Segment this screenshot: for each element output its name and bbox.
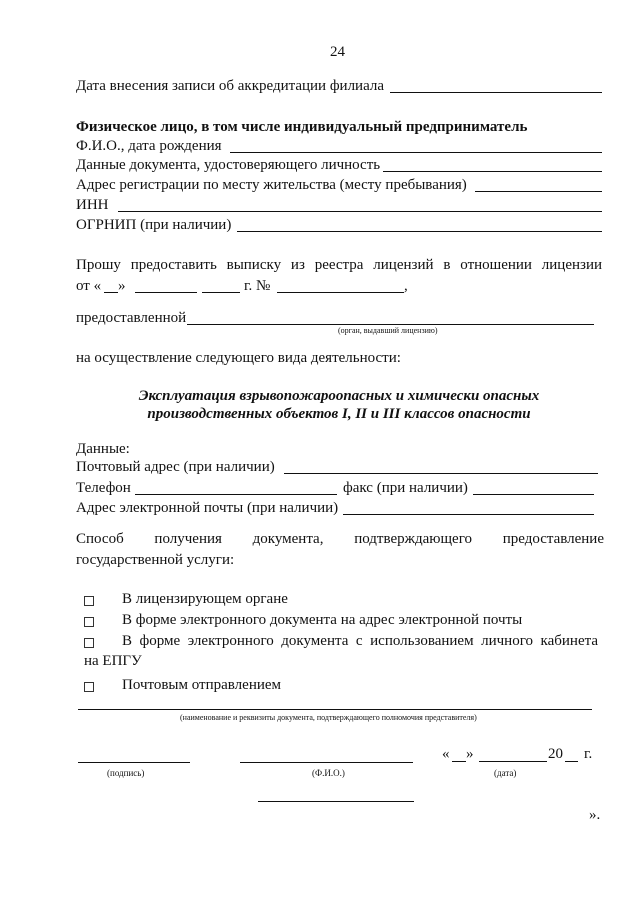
provided-caption: (орган, выдавший лицензию) — [338, 326, 438, 335]
license-comma: , — [404, 278, 408, 294]
email-label: Адрес электронной почты (при наличии) — [76, 500, 339, 516]
accreditation-date-line[interactable] — [390, 92, 602, 93]
phone-line[interactable] — [135, 494, 337, 495]
license-year-number-label: г. № — [244, 278, 271, 294]
signature-line[interactable] — [78, 762, 190, 763]
registration-address-label: Адрес регистрации по месту жительства (месту пребывания) — [76, 177, 467, 193]
ogrnip-line[interactable] — [237, 231, 602, 232]
closing-quote: ». — [589, 807, 601, 823]
data-label: Данные: — [76, 441, 130, 457]
option-label-cabinet-cont: на ЕПГУ — [84, 653, 142, 669]
ogrnip-label: ОГРНИП (при наличии) — [76, 217, 232, 233]
fio-birthdate-label: Ф.И.О., дата рождения — [76, 138, 222, 154]
receive-method-text: Способ получения документа, подтверждающего предоставление — [76, 531, 604, 547]
option-label-email: В форме электронного документа на адрес электронной почты — [122, 612, 523, 628]
license-from-label: от « — [76, 278, 102, 294]
option-label-post: Почтовым отправлением — [122, 677, 282, 693]
fio-birthdate-line[interactable] — [230, 152, 602, 153]
option-checkbox-post[interactable] — [84, 679, 94, 697]
signature-caption: (подпись) — [107, 768, 145, 778]
date-quote-close: » — [466, 746, 474, 762]
date-century: 20 — [548, 746, 563, 762]
inn-label: ИНН — [76, 197, 109, 213]
date-caption: (дата) — [494, 768, 517, 778]
license-number-line[interactable] — [277, 292, 404, 293]
activity-title-line-1: Эксплуатация взрывопожароопасных и химически опасных — [138, 388, 540, 404]
postal-address-label: Почтовый адрес (при наличии) — [76, 459, 275, 475]
receive-method-text-2: государственной услуги: — [76, 552, 235, 568]
postal-address-line[interactable] — [284, 473, 598, 474]
provided-line[interactable] — [187, 324, 594, 325]
registration-address-line[interactable] — [475, 191, 602, 192]
request-text: Прошу предоставить выписку из реестра лицензий в отношении лицензии — [76, 257, 602, 273]
fio-caption: (Ф.И.О.) — [312, 768, 345, 778]
date-year-suffix: г. — [584, 746, 593, 762]
date-month-line[interactable] — [479, 761, 547, 762]
license-year-line[interactable] — [202, 292, 240, 293]
bottom-line[interactable] — [258, 801, 414, 802]
inn-line[interactable] — [118, 211, 602, 212]
page-number: 24 — [330, 44, 345, 60]
activity-label: на осуществление следующего вида деятельности: — [76, 350, 401, 366]
date-year-line[interactable] — [565, 761, 578, 762]
representative-document-line[interactable] — [78, 709, 592, 710]
license-month-line[interactable] — [135, 292, 197, 293]
date-quote-open: « — [442, 746, 450, 762]
license-quote-close: » — [118, 278, 126, 294]
fio-line[interactable] — [240, 762, 413, 763]
option-checkbox-licensing-body[interactable] — [84, 593, 94, 611]
id-document-label: Данные документа, удостоверяющего личность — [76, 157, 381, 173]
accreditation-date-label: Дата внесения записи об аккредитации филиала — [76, 78, 385, 94]
option-label-cabinet: В форме электронного документа с использованием личного кабинета — [122, 633, 598, 649]
fax-line[interactable] — [473, 494, 594, 495]
license-day-line[interactable] — [104, 292, 118, 293]
date-day-line[interactable] — [452, 761, 466, 762]
representative-document-caption: (наименование и реквизиты документа, подтверждающего полномочия представителя) — [180, 713, 477, 722]
fax-label: факс (при наличии) — [343, 480, 468, 496]
section-heading-person: Физическое лицо, в том числе индивидуальный предприниматель — [76, 119, 528, 135]
id-document-line[interactable] — [383, 171, 602, 172]
activity-title-line-2: производственных объектов I, II и III классов опасности — [147, 406, 531, 422]
phone-label: Телефон — [76, 480, 131, 496]
option-checkbox-email[interactable] — [84, 614, 94, 632]
option-checkbox-cabinet[interactable] — [84, 635, 94, 653]
option-label-licensing-body: В лицензирующем органе — [122, 591, 288, 607]
email-line[interactable] — [343, 514, 594, 515]
provided-label: предоставленной — [76, 310, 187, 326]
